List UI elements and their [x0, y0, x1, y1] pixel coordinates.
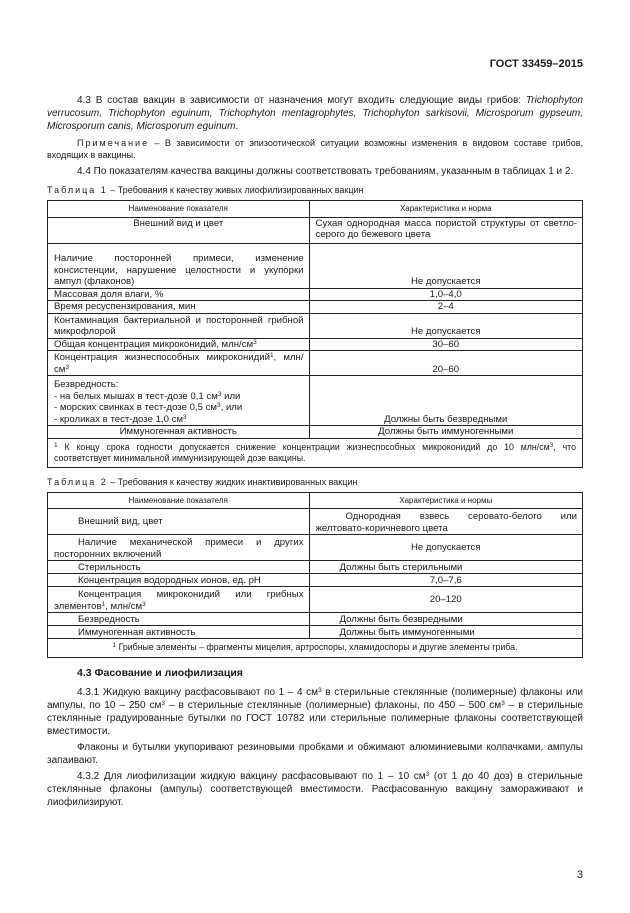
cell-value: Должны быть иммуногенными	[309, 426, 582, 439]
footnote-text: Грибные элементы – фрагменты мицелия, артроспоры, хламидоспоры и другие элементы гриба.	[116, 642, 518, 652]
cell-name	[48, 338, 310, 351]
superscript: 3	[318, 686, 322, 694]
harmless-title: Безвредность:	[54, 379, 119, 390]
superscript: 3	[161, 699, 166, 707]
cell-name	[48, 351, 310, 376]
table-row	[48, 574, 583, 587]
cell-name: Время ресуспензирования, мин	[48, 301, 310, 314]
superscript: 3	[425, 770, 430, 778]
p43-intro: 4.3 В состав вакцин в зависимости от назначения могут входить следующие виды грибов:	[77, 95, 526, 106]
table-header-row	[48, 201, 583, 218]
page-content	[47, 94, 583, 809]
cell-name: Иммуногенная активность	[48, 426, 310, 439]
cell-name: Стерильность	[48, 561, 310, 574]
footnote-ref: 1	[101, 600, 106, 608]
table-row	[48, 313, 583, 338]
table-row	[48, 338, 583, 351]
harmless-line-3-text: - кроликах в тест-дозе 1,0 см	[54, 413, 183, 425]
cell-value: Должны быть стерильными	[309, 561, 583, 574]
footnote-mark: 1	[54, 441, 58, 449]
cell-value: Не допускается	[309, 535, 583, 561]
table1-caption-text: – Требования к качеству живых лиофилизированных вакцин	[107, 185, 364, 195]
table-row	[48, 288, 583, 301]
note-text: – В зависимости от эпизоотической ситуации возможны изменения в видовом составе грибов, входящих в вакцины.	[47, 138, 583, 160]
superscript: 3	[142, 600, 146, 608]
col-header-name: Наименование показателя	[48, 492, 310, 509]
section-title: 4.3 Фасование и лиофилизация	[77, 666, 243, 679]
table-row	[48, 509, 583, 535]
superscript: 3	[216, 402, 221, 409]
table-row	[48, 561, 583, 574]
table-row	[48, 626, 583, 639]
table2-footnote	[48, 639, 583, 658]
cell-name-unit: , млн/см	[54, 352, 304, 375]
table-header-row	[48, 492, 583, 509]
cell-name: Безвредность	[48, 613, 310, 626]
table-row	[48, 426, 583, 439]
superscript: 3	[549, 441, 554, 449]
p431-c: – в стерильные стеклянные (полимерные) флаконы, по 450 – 500 см	[165, 699, 502, 711]
harmless-line-1	[54, 391, 304, 403]
table-row	[48, 301, 583, 314]
cell-value: Должны быть безвредными	[309, 376, 582, 426]
p432-a: 4.3.2 Для лиофилизации жидкую вакцину расфасовывают по 1 – 10 см	[77, 770, 426, 782]
page-number: 3	[576, 869, 583, 881]
paragraph-4-3-1-b: Флаконы и бутылки укупоривают резиновыми пробками и обжимают алюминиевыми колпачками, ампулы запаивают.	[47, 741, 583, 766]
footnote-text: К концу срока годности допускается снижение концентрации жизнеспособных микроконидий до 10 млн/см	[57, 441, 550, 452]
harmless-line-2-text: - морских свинках в тест-дозе 0,5 см	[54, 402, 217, 413]
cell-name-unit: , млн/см	[105, 600, 143, 612]
paragraph-4-4: 4.4 По показателям качества вакцины должны соответствовать требованиям, указанным в таблицах 1 и 2.	[77, 166, 574, 177]
cell-value: 20–60	[309, 351, 582, 376]
table-row	[48, 613, 583, 626]
note	[47, 137, 583, 161]
p431-b: в стерильные стеклянные (полимерные) флаконы или ампулы, по 10 – 250 см	[47, 686, 583, 711]
table1-caption-label: Таблица 1	[47, 185, 108, 195]
footnote-ref: 1	[269, 352, 274, 359]
harmless-line-2-end: , или	[220, 402, 243, 413]
p432-b: (от 1 до 40 доз) в стерильные стеклянные флаконы (ампулы) соответствующей вместимости. Расфасованную вакцину замораживают и лиофилизируют.	[47, 770, 583, 808]
cell-name: Концентрация водородных ионов, ед. рН	[48, 574, 310, 587]
standard-header: ГОСТ 33459–2015	[489, 58, 583, 70]
p43-end: .	[235, 121, 239, 132]
table1-footnote	[48, 438, 583, 467]
cell-name	[48, 587, 310, 613]
cell-name: Массовая доля влаги, %	[48, 288, 310, 301]
harmless-line-1-text: - на белых мышах в тест-дозе 0,1 см	[54, 390, 218, 402]
table2-caption-label: Таблица 2	[47, 476, 108, 487]
harmless-line-2	[54, 402, 304, 414]
cell-name-text: Общая концентрация микроконидий, млн/см	[54, 338, 254, 350]
p431-a: 4.3.1 Жидкую вакцину расфасовывают по 1 – 4 см	[77, 686, 319, 698]
footnote-mark: 1	[112, 642, 117, 649]
col-header-value: Характеристика и нормы	[309, 492, 583, 509]
table-row	[48, 217, 583, 243]
footnote-text-end: , что соответствует минимальной иммунизирующей дозе вакцины.	[54, 441, 576, 463]
superscript: 3	[501, 699, 505, 707]
cell-name: Иммуногенная активность	[48, 626, 310, 639]
table2	[47, 492, 583, 658]
table-row	[48, 376, 583, 426]
cell-value: Однородная взвесь серовато-белого или желтовато-коричневого цвета	[309, 509, 583, 535]
cell-name-text: Концентрация жизнеспособных микроконидий	[54, 352, 270, 363]
cell-value: Не допускается	[309, 243, 582, 288]
superscript: 3	[217, 390, 222, 398]
paragraph-4-3-2	[47, 770, 583, 809]
fungi-species: Trichophyton verrucosum, Trichophyton eguinum, Trichophyton mentagrophytes, Trichophyton sarkisovii, Microsporum gypseum, Microsporum canis, Microsporum eguinum	[47, 95, 583, 132]
superscript: 3	[253, 338, 257, 346]
col-header-value: Характеристика и норма	[309, 201, 582, 218]
cell-value: 30–60	[309, 338, 582, 351]
cell-value: Должны быть безвредными	[309, 613, 583, 626]
superscript: 3	[65, 363, 70, 371]
cell-name: Внешний вид и цвет	[48, 217, 310, 243]
paragraph-4-3	[47, 94, 583, 133]
table2-caption-text: – Требования к качеству жидких инактивированных вакцин	[107, 476, 358, 487]
p431-d: – в стерильные стеклянные градуированные бутылки по ГОСТ 10782 или стерильные полимерные флаконы соответствующей вместимости.	[47, 699, 584, 737]
superscript: 3	[182, 413, 187, 421]
cell-value: Должны быть иммуногенными	[309, 626, 583, 639]
cell-value: Не допускается	[309, 313, 582, 338]
table-row	[48, 587, 583, 613]
harmless-line-1-end: или	[221, 390, 241, 402]
cell-name: Наличие механической примеси и других посторонних включений	[48, 535, 310, 561]
harmless-line-3	[54, 414, 304, 426]
table1	[47, 200, 583, 468]
note-label: Примечание	[77, 138, 150, 148]
col-header-name: Наименование показателя	[48, 201, 310, 218]
table-row	[48, 243, 583, 288]
cell-value: 7,0–7,6	[309, 574, 583, 587]
table-row	[48, 351, 583, 376]
table2-caption	[47, 476, 583, 489]
cell-value: 20–120	[309, 587, 583, 613]
cell-name: Внешний вид, цвет	[48, 509, 310, 535]
cell-name-text: Концентрация микроконидий или грибных элементов	[54, 589, 304, 612]
table1-caption	[47, 184, 583, 197]
cell-value: 1,0–4,0	[309, 288, 582, 301]
cell-name: Контаминация бактериальной и посторонней грибной микрофлорой	[48, 313, 310, 338]
cell-value: Сухая однородная масса пористой структуры от светло-серого до бежевого цвета	[309, 217, 582, 243]
paragraph-4-3-1	[47, 686, 583, 738]
table-row	[48, 535, 583, 561]
cell-name: Наличие посторонней примеси, изменение консистенции, нарушение целостности и укупорки ампул (флаконов)	[48, 243, 310, 288]
cell-value: 2–4	[309, 301, 582, 314]
cell-name	[48, 376, 310, 426]
table-footnote-row	[48, 438, 583, 467]
table-footnote-row	[48, 639, 583, 658]
